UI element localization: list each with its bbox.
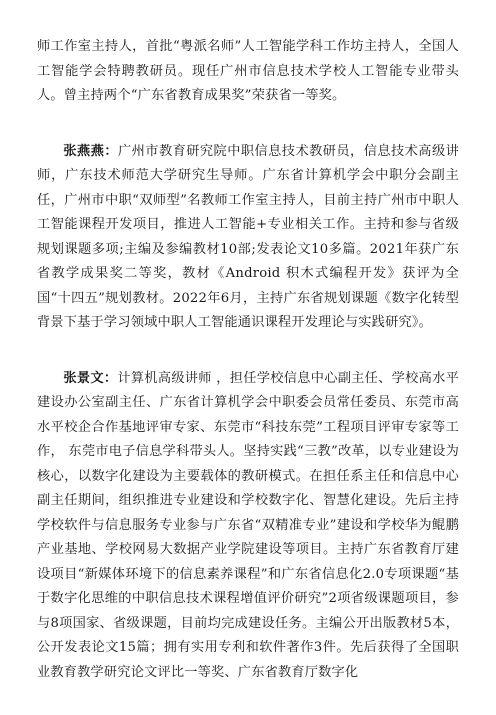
paragraph-text: 广州市教育研究院中职信息技术教研员，信息技术高级讲师，广东技术师范大学研究生导师。广东省计算机学会中职分会副主任，广州市中职“双师型”名教师工作室主持人，目前主持广州市中职人工智能课程开发项目，推进人工智能+专业相关工作。主持和参与省级规划课题多项;主编及参编教材10部;发表论文10多篇。2021年获广东省教学成果奖二等奖，教材《Android 积木式编程开发》获评为全国“十四五”规划教材。2022年6月，主持广东省规划课题《数字化转型背景下基于学习领域中职人工智能通识课程开发理论与实践研究》。	[37, 143, 459, 330]
document-page	[37, 35, 459, 685]
paragraph-bio-zhang-yanyan	[37, 140, 459, 336]
person-name: 张燕燕：	[63, 143, 118, 159]
paragraph-text: 计算机高级讲师 ，担任学校信息中心副主任、学校高水平建设办公室副主任、广东省计算机学会中职委会员常任委员、东莞市高水平校企合作基地评审专家、东莞市“科技东莞”工程项目评审专家等工作， 东莞市电子信息学科带头人。坚持实践“三教”改革，以专业建设为核心，以数字化建设为主要载体的教研模式。在担任系主任和信息中心副主任期间，组织推进专业建设和学校数字化、智慧化建设。先后主持学校软件与信息服务专业参与广东省“双精准专业”建设和学校华为鲲鹏产业基地、学校网易大数据产业学院建设等项目。主持广东省教育厅建设项目“新媒体环境下的信息素养课程”和广东省信息化2.0专项课题“基于数字化思维的中职信息技术课程增值评价研究”2项省级课题项目，参与8项国家、省级课题，目前均完成建设任务。主编公开出版教材5本，公开发表论文15篇；拥有实用专利和软件著作3件。先后获得了全国职业教育教学研究论文评比一等奖、广东省教育厅数字化	[37, 370, 459, 680]
person-name: 张景文：	[63, 370, 118, 386]
paragraph-continued	[37, 35, 459, 109]
paragraph-bio-zhang-jingwen	[37, 367, 459, 686]
paragraph-text: 师工作室主持人，首批“粤派名师”人工智能学科工作坊主持人，全国人工智能学会特聘教研员。现任广州市信息技术学校人工智能专业带头人。曾主持两个“广东省教育成果奖”荣获省一等奖。	[37, 39, 459, 103]
